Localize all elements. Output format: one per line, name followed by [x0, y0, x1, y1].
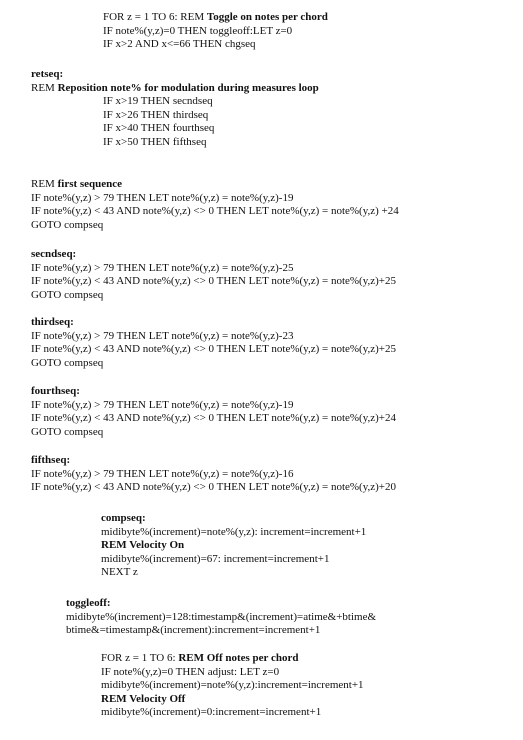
code-text: IF x>50 THEN fifthseq: [103, 135, 207, 148]
code-text: IF note%(y,z) < 43 AND note%(y,z) <> 0 THEN LET note%(y,z) = note%(y,z)+20: [31, 481, 396, 494]
code-line: [31, 316, 396, 330]
code-line: [31, 343, 396, 357]
code-text: IF x>26 THEN thirdseq: [103, 108, 209, 121]
code-line: [101, 553, 366, 567]
code-line: [103, 136, 214, 150]
code-text: GOTO compseq: [31, 425, 104, 438]
code-line: [31, 412, 396, 426]
code-line: [31, 275, 396, 289]
first-sequence-block: [31, 178, 399, 232]
fifthseq-block: [31, 454, 396, 495]
code-text: IF note%(y,z) < 43 AND note%(y,z) <> 0 THEN LET note%(y,z) = note%(y,z)+24: [31, 412, 396, 425]
code-line: [31, 454, 396, 468]
code-keyword-text: Toggle on notes per chord: [206, 11, 328, 23]
code-line: [31, 68, 63, 82]
code-text: FOR z = 1 TO 6: REM: [103, 11, 207, 23]
code-line: [31, 468, 396, 482]
code-text: midibyte%(increment)=67: increment=increment+1: [101, 552, 330, 565]
code-text: midibyte%(increment)=note%(y,z): increment=increment+1: [101, 525, 367, 538]
code-line: [103, 11, 328, 25]
code-line: [101, 652, 364, 666]
code-text: FOR z = 1 TO 6:: [101, 652, 179, 664]
code-text: GOTO compseq: [31, 218, 104, 231]
code-text: midibyte%(increment)=128:timestamp&(increment)=atime&+btime&: [66, 610, 377, 623]
code-line: [31, 178, 399, 192]
code-line: [31, 357, 396, 371]
secndseq-block: [31, 248, 396, 302]
code-line: [103, 38, 328, 52]
code-line: [31, 481, 396, 495]
code-line: [31, 426, 396, 440]
seq-branch-block: [103, 95, 214, 149]
code-line: [101, 539, 366, 553]
code-line: [101, 706, 364, 720]
code-keyword-text: fifthseq:: [31, 454, 71, 466]
code-text: IF x>2 AND x<=66 THEN chgseq: [103, 38, 256, 51]
code-text: midibyte%(increment)=note%(y,z):increment=increment+1: [101, 679, 364, 692]
reposition-remark: [31, 82, 319, 96]
code-text: REM: [31, 82, 58, 94]
fourthseq-block: [31, 385, 396, 439]
code-text: IF note%(y,z) > 79 THEN LET note%(y,z) = note%(y,z)-25: [31, 261, 294, 274]
code-text: IF note%(y,z)=0 THEN adjust: LET z=0: [101, 665, 280, 678]
code-line: [66, 611, 376, 625]
code-text: REM: [31, 178, 58, 190]
code-keyword-text: first sequence: [57, 178, 123, 190]
code-line: [31, 219, 399, 233]
code-line: [103, 109, 214, 123]
code-text: IF note%(y,z)=0 THEN toggleoff:LET z=0: [103, 24, 293, 37]
code-line: [101, 526, 366, 540]
code-line: [101, 566, 366, 580]
chord-loop-block: [103, 11, 328, 52]
code-line: [31, 262, 396, 276]
code-text: btime&=timestamp&(increment):increment=increment+1: [66, 624, 321, 637]
code-line: [101, 666, 364, 680]
code-line: [101, 679, 364, 693]
retseq-label: [31, 68, 63, 82]
code-text: IF note%(y,z) > 79 THEN LET note%(y,z) = note%(y,z)-19: [31, 191, 294, 204]
off-loop-block: [101, 652, 364, 720]
code-line: [66, 597, 376, 611]
code-keyword-text: secndseq:: [31, 248, 77, 260]
code-line: [103, 122, 214, 136]
code-line: [31, 192, 399, 206]
code-line: [31, 205, 399, 219]
code-text: NEXT z: [101, 566, 138, 579]
code-text: IF x>40 THEN fourthseq: [103, 122, 215, 135]
code-line: [103, 95, 214, 109]
code-line: [31, 289, 396, 303]
code-line: [101, 512, 366, 526]
code-line: [101, 693, 364, 707]
code-text: IF x>19 THEN secndseq: [103, 95, 213, 107]
code-line: [31, 330, 396, 344]
code-text: IF note%(y,z) > 79 THEN LET note%(y,z) = note%(y,z)-19: [31, 398, 294, 411]
code-text: GOTO compseq: [31, 288, 104, 301]
code-line: [31, 399, 396, 413]
code-keyword-text: fourthseq:: [31, 385, 80, 397]
code-line: [31, 385, 396, 399]
compseq-block: [101, 512, 366, 580]
code-text: IF note%(y,z) < 43 AND note%(y,z) <> 0 THEN LET note%(y,z) = note%(y,z)+25: [31, 275, 396, 288]
code-text: midibyte%(increment)=0:increment=increment+1: [101, 706, 322, 719]
code-line: [103, 25, 328, 39]
code-keyword-text: REM Velocity On: [101, 539, 185, 552]
code-text: GOTO compseq: [31, 356, 104, 369]
code-keyword-text: Reposition note% for modulation during measures loop: [57, 82, 319, 94]
code-text: IF note%(y,z) > 79 THEN LET note%(y,z) = note%(y,z)-23: [31, 329, 294, 342]
code-line: [66, 624, 376, 638]
code-text: IF note%(y,z) < 43 AND note%(y,z) <> 0 THEN LET note%(y,z) = note%(y,z) +24: [31, 205, 399, 218]
code-text: IF note%(y,z) < 43 AND note%(y,z) <> 0 THEN LET note%(y,z) = note%(y,z)+25: [31, 343, 396, 356]
code-keyword-text: thirdseq:: [31, 316, 74, 328]
code-line: [31, 248, 396, 262]
thirdseq-block: [31, 316, 396, 370]
code-keyword-text: toggleoff:: [66, 597, 111, 609]
code-line: [31, 82, 319, 96]
code-keyword-text: retseq:: [31, 68, 64, 80]
code-keyword-text: REM Off notes per chord: [178, 652, 299, 664]
code-keyword-text: compseq:: [101, 512, 146, 524]
code-keyword-text: REM Velocity Off: [101, 692, 186, 705]
code-text: IF note%(y,z) > 79 THEN LET note%(y,z) = note%(y,z)-16: [31, 467, 294, 480]
toggleoff-block: [66, 597, 376, 638]
